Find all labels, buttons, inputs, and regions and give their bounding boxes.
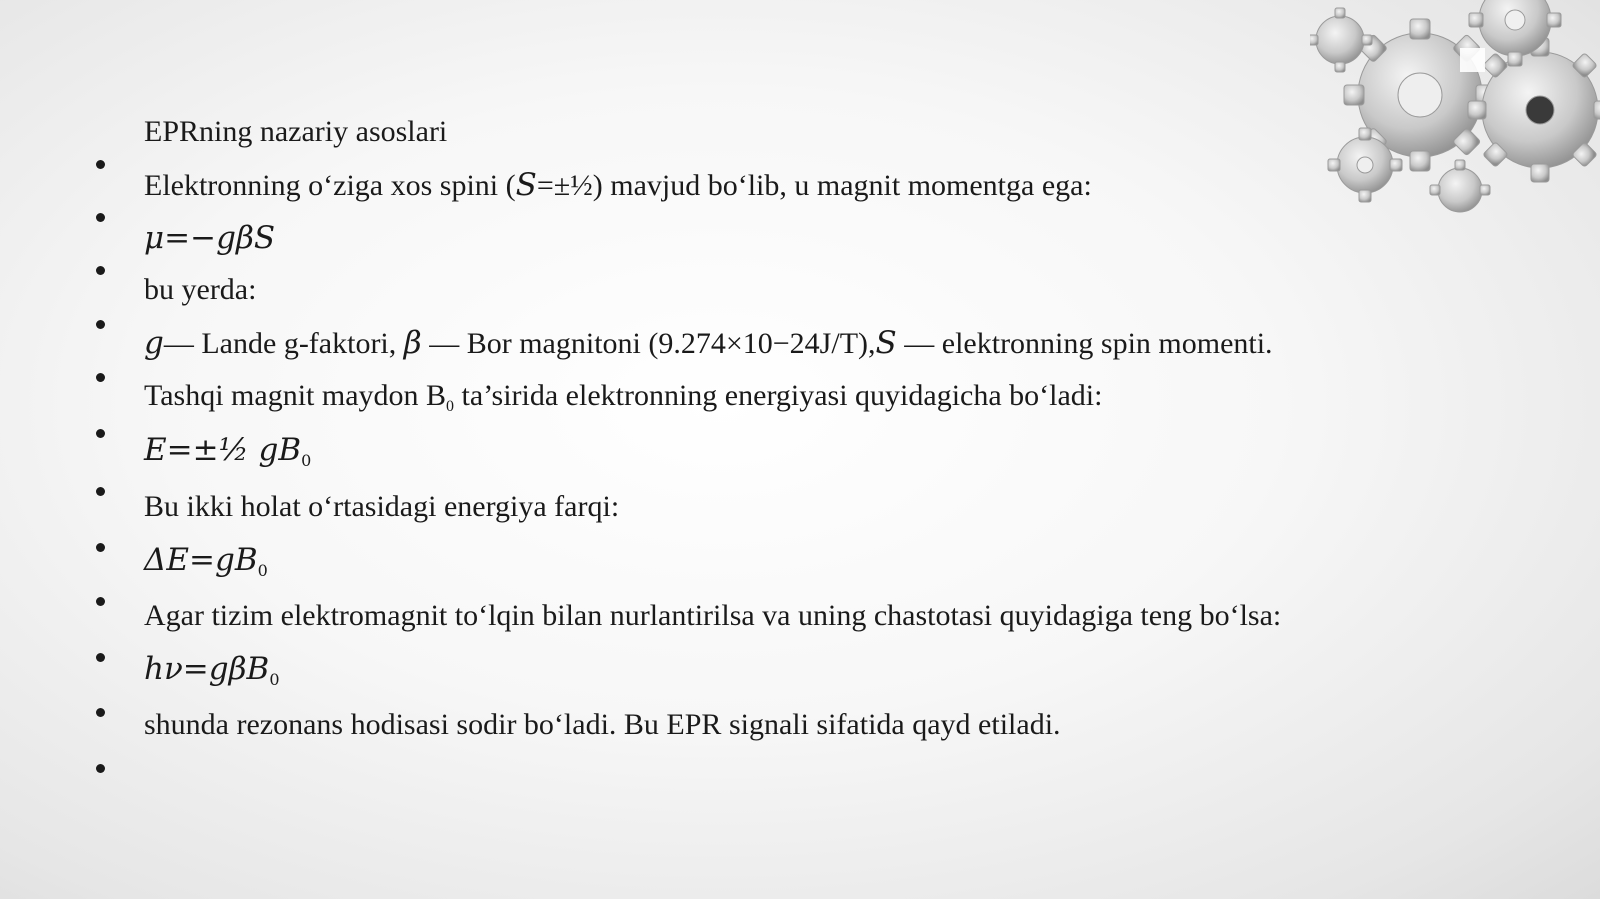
external-field-statement: Tashqi magnit maydon $B_0$ ta’sirida elektronning energiyasi quyidagicha bo‘ladi: bbox=[144, 379, 1103, 415]
bullet bbox=[96, 487, 105, 496]
bullet bbox=[96, 373, 105, 382]
conclusion-statement: shunda rezonans hodisasi sodir bo‘ladi. Bu EPR signali sifatida qayd etiladi. bbox=[144, 708, 1061, 741]
magnetic-moment-formula: μ=−gβS bbox=[144, 220, 276, 256]
bullet bbox=[96, 764, 105, 773]
bullet bbox=[96, 266, 105, 275]
resonance-formula: hν=gβB$_0$ bbox=[144, 651, 280, 689]
bullet bbox=[96, 708, 105, 717]
slide-title: EPRning nazariy asoslari bbox=[144, 115, 448, 148]
radiation-condition-statement: Agar tizim elektromagnit to‘lqin bilan nurlantirilsa va uning chastotasi quyidagiga teng bo‘lsa: bbox=[144, 599, 1282, 632]
slide-body bbox=[144, 0, 1564, 899]
energy-difference-formula: $\Delta E=gB_0$ bbox=[144, 542, 268, 580]
bullet bbox=[96, 320, 105, 329]
energy-formula: E=±½ $gB_0$ bbox=[144, 432, 312, 470]
where-label: bu yerda: bbox=[144, 273, 257, 306]
symbol-definitions: g— Lande g-faktori, β — Bor magnitoni (9.274×10−24J/T),S — elektronning spin momenti. bbox=[144, 325, 1273, 361]
spin-statement: Elektronning o‘ziga xos spini (S=±½) mavjud bo‘lib, u magnit momentga ega: bbox=[144, 167, 1092, 203]
bullet bbox=[96, 597, 105, 606]
bullet bbox=[96, 543, 105, 552]
bullet bbox=[96, 213, 105, 222]
bullet-column bbox=[96, 0, 112, 899]
bullet bbox=[96, 429, 105, 438]
energy-difference-statement: Bu ikki holat o‘rtasidagi energiya farqi: bbox=[144, 490, 620, 523]
bullet bbox=[96, 160, 105, 169]
bullet bbox=[96, 653, 105, 662]
